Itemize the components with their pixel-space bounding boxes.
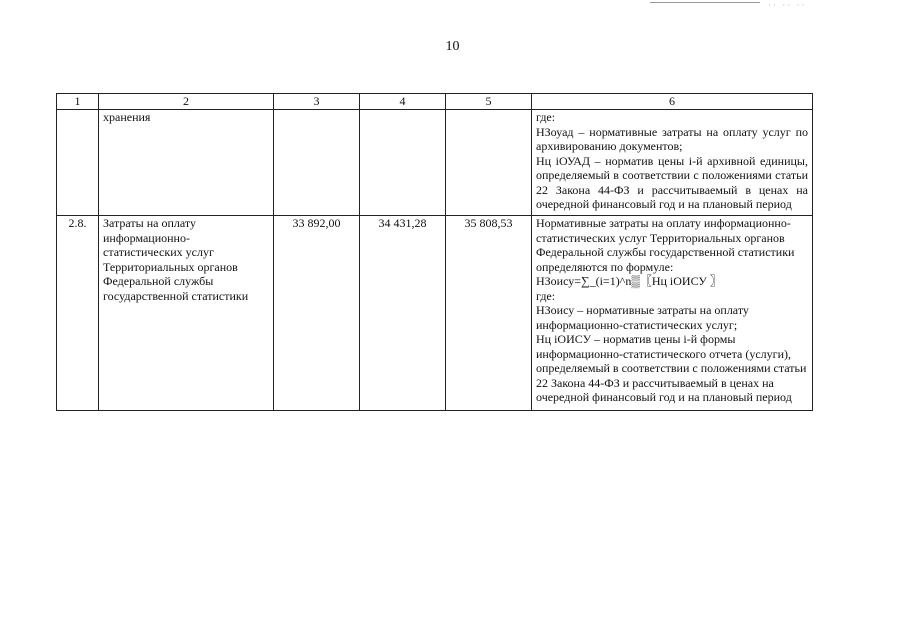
table-row-2-8 (57, 216, 813, 411)
desc-line: определяются по формуле: (536, 259, 674, 274)
header-col-3: 3 (274, 94, 360, 110)
desc-line: определяемый в соответствии с положениями статьи (536, 168, 808, 182)
desc-line: Федеральной службы государственной статистики (536, 245, 795, 259)
cell-col5-empty (446, 110, 532, 216)
desc-line: 22 Закона 44-ФЗ и рассчитываемый в ценах на (536, 182, 808, 197)
table-header-row (57, 94, 813, 110)
cell-col4-empty (360, 110, 446, 216)
cost-table (56, 93, 813, 411)
name-line: статистических услуг (103, 245, 214, 259)
cell-cost-name (99, 216, 274, 411)
desc-line: очередной финансовый год и на плановый период (536, 390, 792, 404)
name-line: Затраты на оплату (103, 216, 196, 230)
header-col-4: 4 (360, 94, 446, 110)
desc-line: Нц iОИСУ – норматив цены i-й формы (536, 332, 736, 346)
header-col-5: 5 (446, 94, 532, 110)
cell-name-continued: хранения (99, 110, 274, 216)
desc-line: 22 Закона 44-ФЗ и рассчитываемый в ценах на (536, 375, 774, 390)
desc-line: архивированию документов; (536, 139, 683, 153)
desc-line: Нормативные затраты на оплату информационно- (536, 216, 791, 230)
desc-line: где: (536, 110, 556, 124)
scan-artifact-line (650, 2, 760, 3)
desc-line: где: (536, 288, 556, 303)
cell-row-number: 2.8. (57, 216, 99, 411)
table-row-continued (57, 110, 813, 216)
cell-description-continued (532, 110, 813, 216)
cell-number-empty (57, 110, 99, 216)
formula-line: НЗоису=∑_(i=1)^n▒〖Нц iОИСУ 〗 (536, 274, 722, 288)
cell-description (532, 216, 813, 411)
page-number: 10 (445, 39, 460, 54)
name-line: Федеральной службы (103, 274, 214, 288)
cell-value-col3: 33 892,00 (274, 216, 360, 411)
name-line: информационно- (103, 230, 190, 245)
header-col-1: 1 (57, 94, 99, 110)
desc-line: статистических услуг Территориальных органов (536, 230, 785, 245)
cell-value-col5: 35 808,53 (446, 216, 532, 411)
cell-col3-empty (274, 110, 360, 216)
scan-artifact-dots: ·· ·· ·· (768, 0, 807, 10)
header-col-2: 2 (99, 94, 274, 110)
name-line: государственной статистики (103, 288, 249, 303)
desc-line: очередной финансовый год и на плановый период (536, 197, 792, 211)
desc-line: НЗоису – нормативные затраты на оплату (536, 303, 749, 317)
desc-line: НЗоуад – нормативные затраты на оплату услуг по (536, 124, 808, 139)
desc-line: определяемый в соответствии с положениями статьи (536, 361, 807, 375)
cell-value-col4: 34 431,28 (360, 216, 446, 411)
desc-line: информационно-статистического отчета (услуги), (536, 346, 791, 361)
desc-line: Нц iОУАД – норматив цены i-й архивной единицы, (536, 153, 808, 168)
desc-line: информационно-статистических услуг; (536, 317, 738, 332)
header-col-6: 6 (532, 94, 813, 110)
name-line: Территориальных органов (103, 259, 238, 274)
